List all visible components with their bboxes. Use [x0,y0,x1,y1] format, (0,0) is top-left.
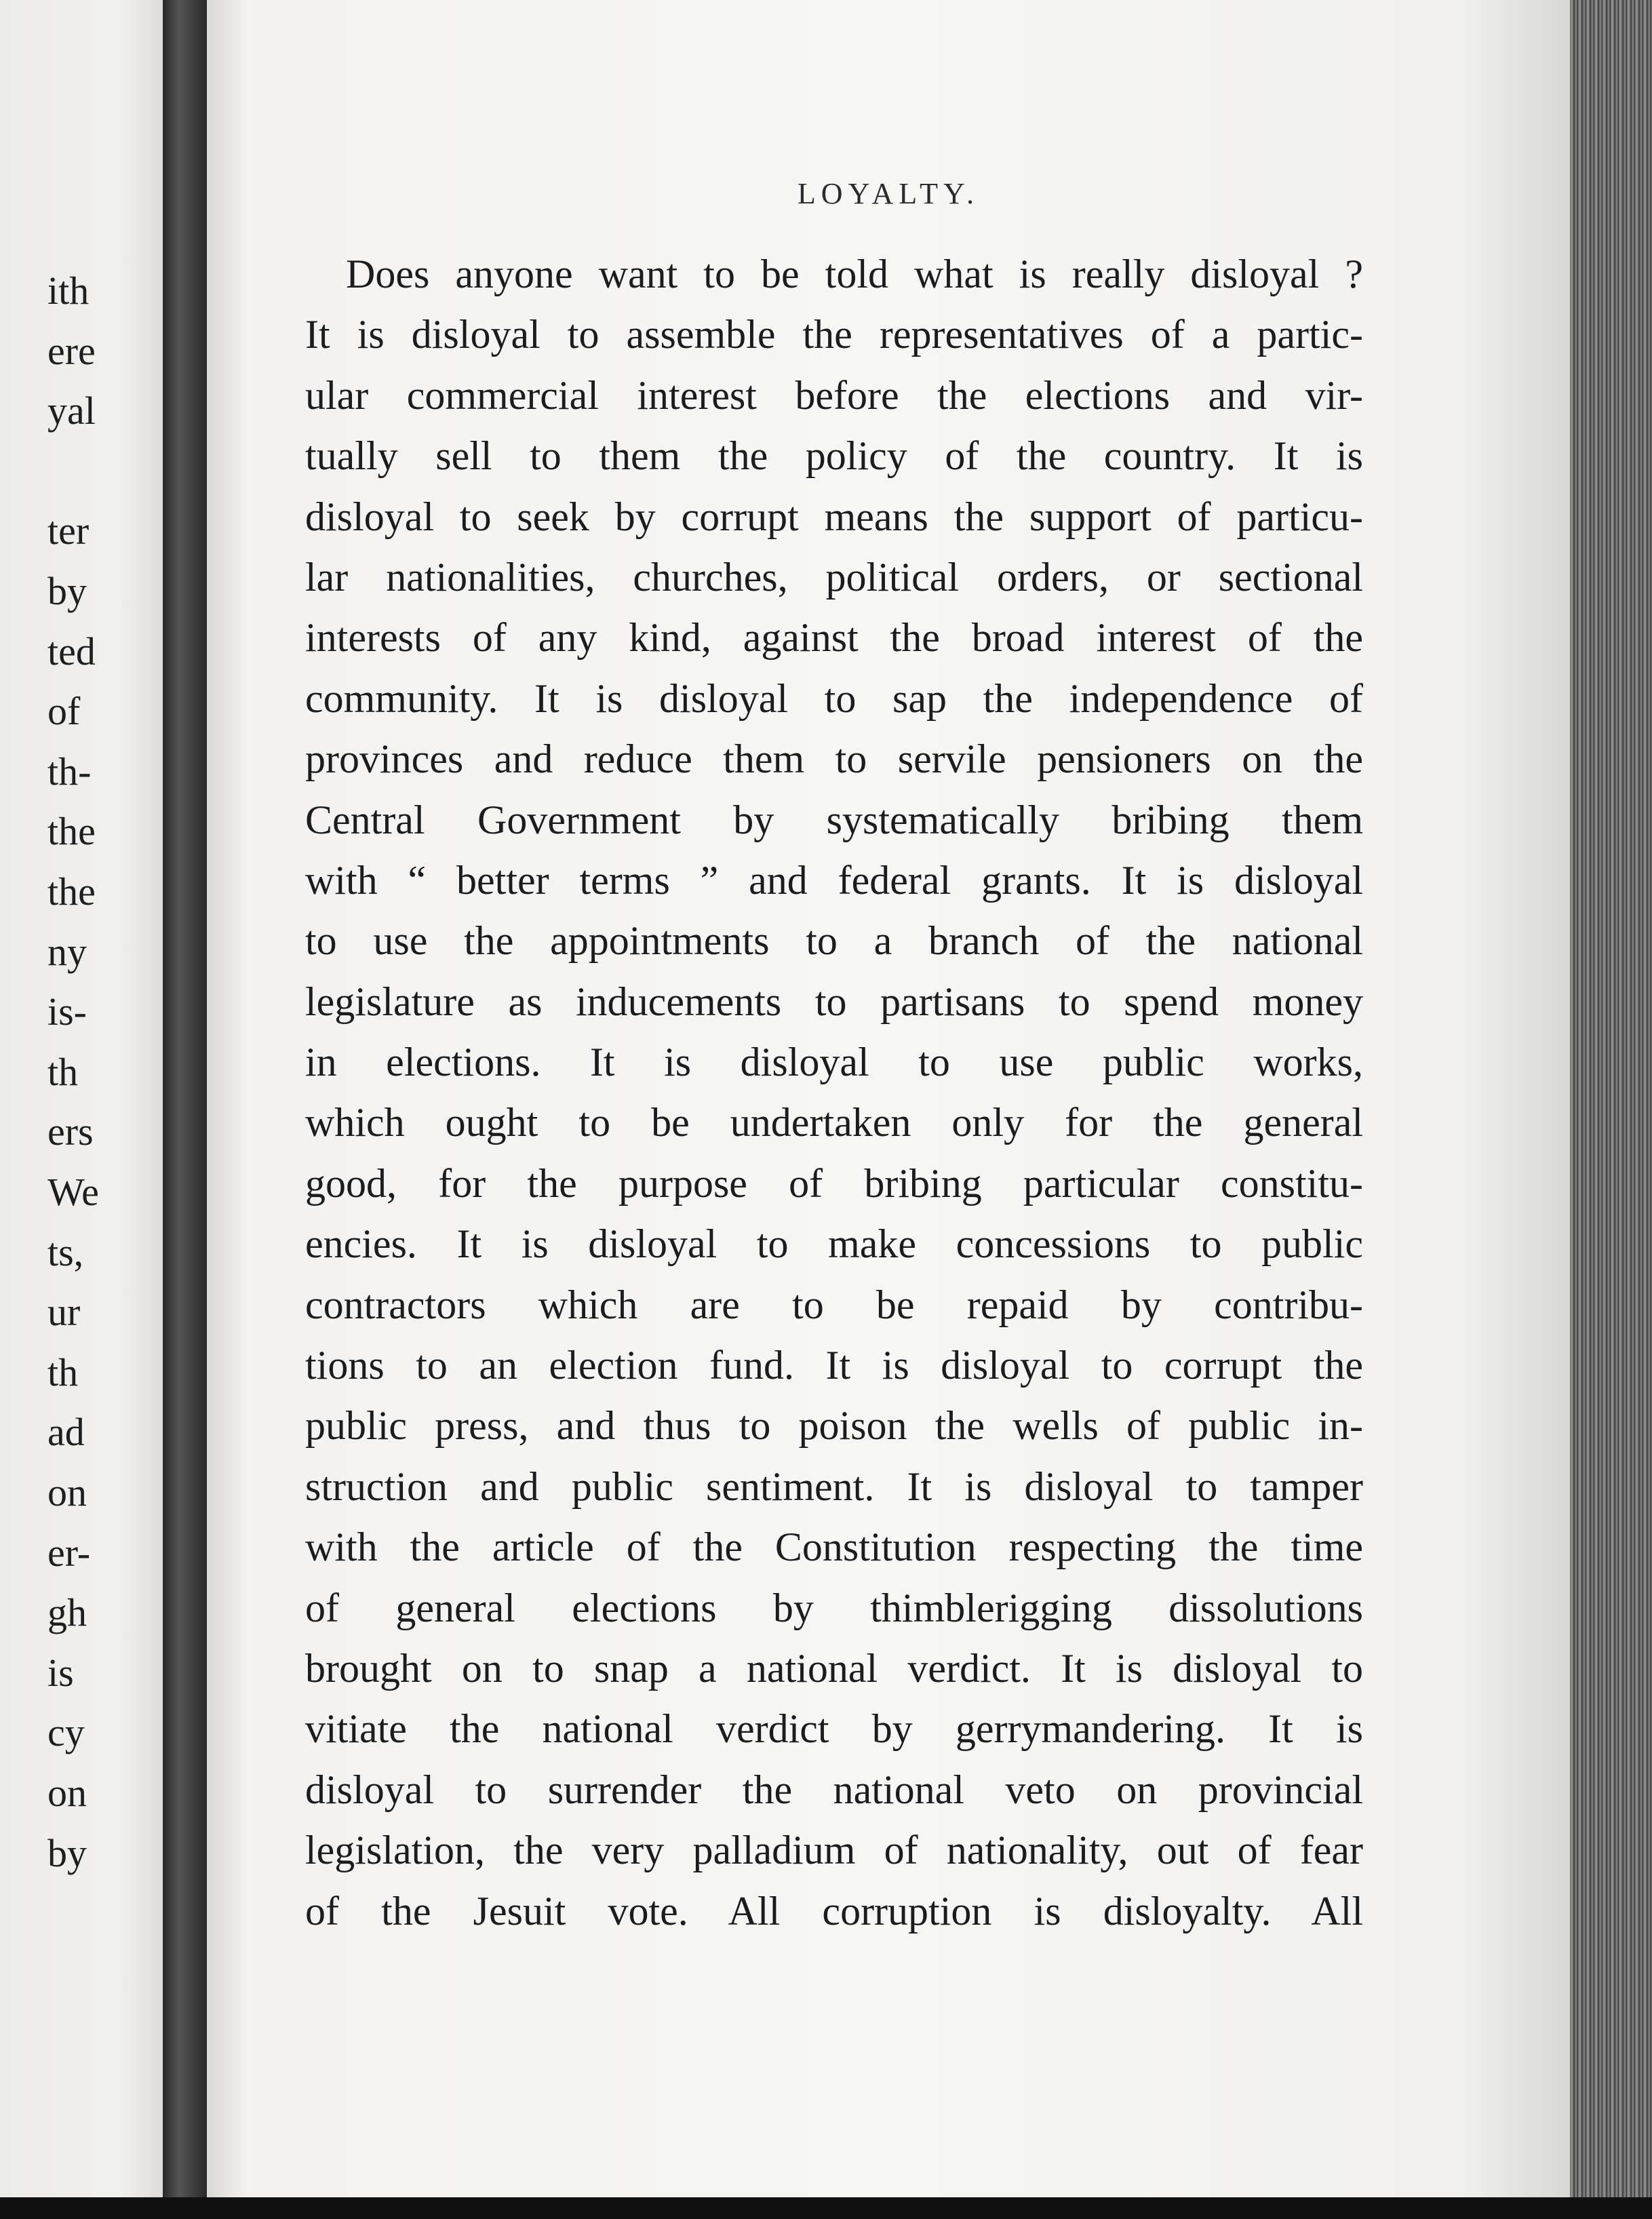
text-line: contractors which are to be repaid by contribu- [305,1282,1363,1327]
left-page-fragment: the [47,809,96,854]
left-page-fragment: is [47,1650,74,1695]
left-page-fragment: cy [47,1710,85,1755]
text-line: brought on to snap a national verdict. It is disloyal to [305,1645,1363,1691]
left-page-fragment: of [47,689,81,734]
text-line: legislation, the very palladium of nationality, out of fear [305,1828,1363,1873]
left-page-fragment: ere [47,328,96,373]
text-line: good, for the purpose of bribing particular constitu- [305,1160,1363,1206]
left-page-fragment: ers [47,1110,94,1154]
left-page-fragment: is- [47,989,87,1034]
text-line: encies. It is disloyal to make concessions to public [305,1221,1363,1267]
text-line: Does anyone want to be told what is really disloyal ? [346,252,1363,296]
left-page-fragment: by [47,1830,87,1875]
left-page-fragment: the [47,869,96,914]
book-gutter [163,0,210,2219]
text-line: disloyal to seek by corrupt means the support of particu- [305,494,1363,539]
left-page-fragment: th- [47,749,92,793]
text-line: provinces and reduce them to servile pensioners on the [305,737,1363,782]
text-line: disloyal to surrender the national veto on provincial [305,1767,1363,1812]
left-page-fragment: th [47,1350,79,1394]
text-line: It is disloyal to assemble the representatives of a partic- [305,312,1363,357]
left-page-fragment: ter [47,509,90,553]
left-page-fragment: ad [47,1410,85,1455]
running-head: LOYALTY. [797,177,980,210]
text-line: legislature as inducements to partisans to spend money [305,979,1363,1024]
left-page-fragment: yal [47,389,96,433]
text-line: with “ better terms ” and federal grants. It is disloyal [305,857,1363,903]
text-line: with the article of the Constitution respecting the time [305,1525,1363,1570]
body-text [305,244,1363,1942]
left-page-fragment: ur [47,1290,81,1335]
text-line: community. It is disloyal to sap the independence of [305,675,1363,721]
left-page-fragment: ts, [47,1230,84,1274]
text-line: of general elections by thimblerigging dissolutions [305,1585,1363,1630]
left-page-fragment: ted [47,629,96,673]
text-line: public press, and thus to poison the wells of public in- [305,1403,1363,1449]
left-page-fragment: er- [47,1530,91,1575]
text-line: in elections. It is disloyal to use public works, [305,1040,1363,1085]
text-line: interests of any kind, against the broad interest of the [305,615,1363,661]
text-line: tually sell to them the policy of the country. It is [305,433,1363,479]
left-page-fragment: We [47,1170,99,1214]
text-line: to use the appointments to a branch of the national [305,918,1363,964]
facing-left-page [0,0,170,2197]
left-page-fragment: th [47,1049,79,1094]
text-line: tions to an election fund. It is disloyal to corrupt the [305,1343,1363,1388]
text-line: struction and public sentiment. It is disloyal to tamper [305,1464,1363,1509]
left-page-fragment: on [47,1771,87,1815]
text-line: Central Government by systematically bribing them [305,797,1363,842]
text-line: vitiate the national verdict by gerrymandering. It is [305,1706,1363,1752]
left-page-fragment: ny [47,929,87,974]
left-page-fragment: by [47,569,87,613]
left-page-fragment: gh [47,1590,87,1635]
text-line: of the Jesuit vote. All corruption is disloyalty. All [305,1888,1363,1933]
text-line: which ought to be undertaken only for the general [305,1100,1363,1145]
text-line: ular commercial interest before the elections and vir- [305,372,1363,418]
page-edges [1570,0,1652,2219]
left-page-fragment: ith [47,269,90,313]
left-page-fragment: on [47,1470,87,1514]
left-page-fragments [0,0,170,2197]
text-line: lar nationalities, churches, political orders, or sectional [305,554,1363,600]
scan-bottom-strip [0,2197,1652,2219]
